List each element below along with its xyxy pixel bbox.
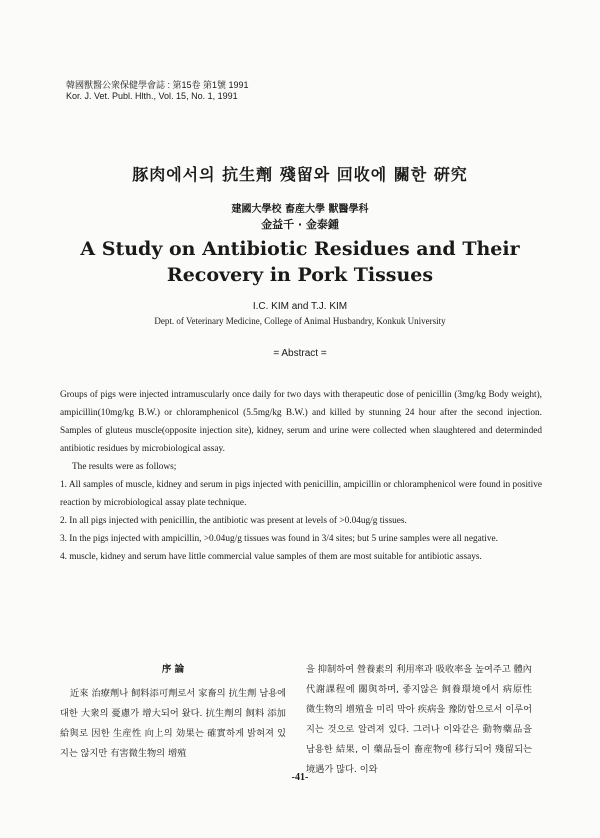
abstract-body <box>60 386 542 566</box>
department: Dept. of Veterinary Medicine, College of Animal Husbandry, Konkuk University <box>154 316 446 326</box>
title-english <box>0 236 600 288</box>
result-item-1: 1. All samples of muscle, kidney and serum in pigs injected with penicillin, ampicillin or chloramphenicol were found in positive reaction by microbiological assay plate technique. <box>60 480 542 508</box>
journal-citation-korean: 韓國獸醫公衆保健學會誌 : 第15卷 第1號 1991 <box>66 80 249 90</box>
result-item-4: 4. muscle, kidney and serum have little commercial value samples of them are most suitable for antibiotic assays. <box>60 552 482 562</box>
intro-text-right: 을 抑制하여 營養素의 利用率과 吸收率을 높여주고 體內 代謝課程에 關與하며, 좋지않은 飼養環境에서 病原性 微生物의 增殖을 미리 막아 疾病을 豫防함으로서 이루어지는 것으로 알려져 있다. 그러나 이와같은 動物藥品을 남용한 結果, 이 藥品들이 畜産物에 移行되어 殘留되는 境遇가 많다. 이와 <box>306 664 532 775</box>
abstract-heading: = Abstract = <box>273 348 327 359</box>
page-number: -41- <box>291 772 309 783</box>
journal-citation <box>66 80 249 102</box>
abstract-paragraph: Groups of pigs were injected intramuscularly once daily for two days with therapeutic dose of penicillin (3mg/kg Body weight), ampicillin(10mg/kg B.W.) or chloramphenicol (5.5mg/kg B.W.) and killed by stunning 24 hour after the second injection. Samples of gluteus muscle(opposite injection site), kidney, serum and urine were collected when slaughtered and determinded antibiotic residues by microbiological assay. <box>60 390 542 454</box>
intro-column-right <box>306 660 532 780</box>
intro-column-left <box>60 660 286 764</box>
title-korean: 豚肉에서의 抗生劑 殘留와 回收에 關한 硏究 <box>132 165 468 184</box>
title-english-line2: Recovery in Pork Tissues <box>166 264 434 286</box>
affiliation-korean: 建國大學校 畜産大學 獸醫學科 <box>231 204 369 215</box>
result-item-3: 3. In the pigs injected with ampicillin, >0.04ug/g tissues was found in 3/4 sites; but 5 urine samples were all negative. <box>60 534 498 544</box>
result-item-2: 2. In all pigs injected with penicillin, the antibiotic was present at levels of >0.04ug/g tissues. <box>60 516 407 526</box>
section-heading: 序 論 <box>161 664 185 675</box>
authors-korean: 金益千 · 金泰鍾 <box>261 218 339 231</box>
authors-english: I.C. KIM and T.J. KIM <box>252 301 348 312</box>
intro-text-left: 近來 治療劑나 飼料添可劑로서 家畜의 抗生劑 남용에 대한 大衆의 憂慮가 增大되어 왔다. 抗生劑의 飼料 添加 給與로 因한 生産性 向上의 効果는 確實하게 밝혀져 있지는 않지만 有害微生物의 增殖 <box>60 688 286 759</box>
results-intro: The results were as follows; <box>72 462 177 472</box>
title-english-line1: A Study on Antibiotic Residues and Their <box>80 238 520 260</box>
journal-citation-english: Kor. J. Vet. Publ. Hlth., Vol. 15, No. 1, 1991 <box>66 91 238 101</box>
